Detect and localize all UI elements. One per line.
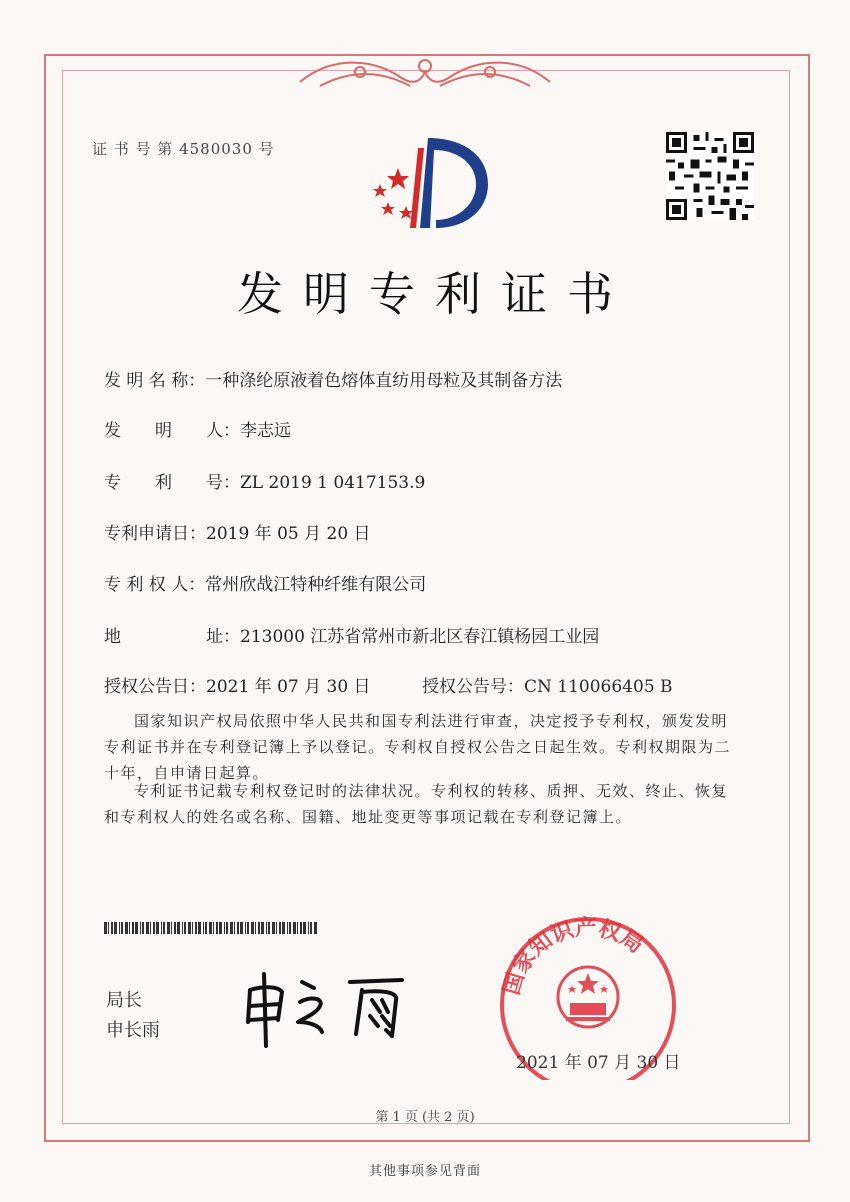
field-invention-name: [104, 366, 562, 391]
top-ornament: [290, 52, 560, 96]
barcode-icon: [104, 922, 320, 934]
invention-name-label: 发 明 名 称：: [104, 371, 206, 391]
filing-date-value: 2019 年 05 月 20 日: [206, 524, 371, 544]
grant-number-value: CN 110066405 B: [524, 677, 673, 697]
grant-date-value: 2021 年 07 月 30 日: [206, 677, 371, 697]
patent-number-value: ZL 2019 1 0417153.9: [240, 473, 426, 493]
field-patent-number: [104, 468, 425, 493]
certificate-title: 发明专利证书: [237, 267, 633, 321]
patentee-value: 常州欣战江特种纤维有限公司: [205, 575, 427, 595]
statement-paragraph-2: 专利证书记载专利权登记时的法律状况。专利权的转移、质押、无效、终止、恢复和专利权人的姓名或名称、国籍、地址变更等事项记载在专利登记簿上。: [104, 782, 729, 826]
footer-note: 其他事项参见背面: [368, 1164, 481, 1179]
qr-code-icon: [666, 132, 754, 220]
patentee-label: 专 利 权 人：: [104, 575, 206, 595]
director-title: 局长: [106, 990, 142, 1011]
seal-text: 国家知识产权局: [498, 914, 649, 998]
director-name: 申长雨: [106, 1020, 160, 1041]
filing-date-label: 专利申请日：: [104, 524, 206, 544]
patent-number-label: 专 利 号：: [104, 473, 240, 493]
field-grant-date: [104, 672, 371, 697]
address-value: 213000 江苏省常州市新北区春江镇杨园工业园: [240, 627, 600, 647]
grant-number-label: 授权公告号：: [422, 677, 524, 697]
statement-paragraph-1: 国家知识产权局依照中华人民共和国专利法进行审查，决定授予专利权，颁发发明专利证书并在专利登记簿上予以登记。专利权自授权公告之日起生效。专利权期限为二十年，自申请日起算。: [104, 712, 732, 782]
inventor-label: 发 明 人：: [104, 421, 240, 441]
page-indicator: 第 1 页 (共 2 页): [375, 1110, 475, 1125]
address-label: 地 址：: [104, 627, 240, 647]
field-address: [104, 622, 599, 647]
certificate-number: 证 书 号 第 4580030 号: [92, 140, 275, 158]
signature-icon: [232, 960, 432, 1050]
field-inventor: [104, 416, 291, 441]
field-patentee: [104, 570, 426, 595]
field-filing-date: [104, 519, 371, 544]
inventor-value: 李志远: [240, 421, 291, 441]
grant-date-label: 授权公告日：: [104, 677, 206, 697]
cnipa-logo-icon: [358, 128, 498, 236]
seal-date: 2021 年 07 月 30 日: [516, 1053, 681, 1073]
field-grant-number: [422, 672, 673, 697]
invention-name-value: 一种涤纶原液着色熔体直纺用母粒及其制备方法: [205, 371, 563, 391]
